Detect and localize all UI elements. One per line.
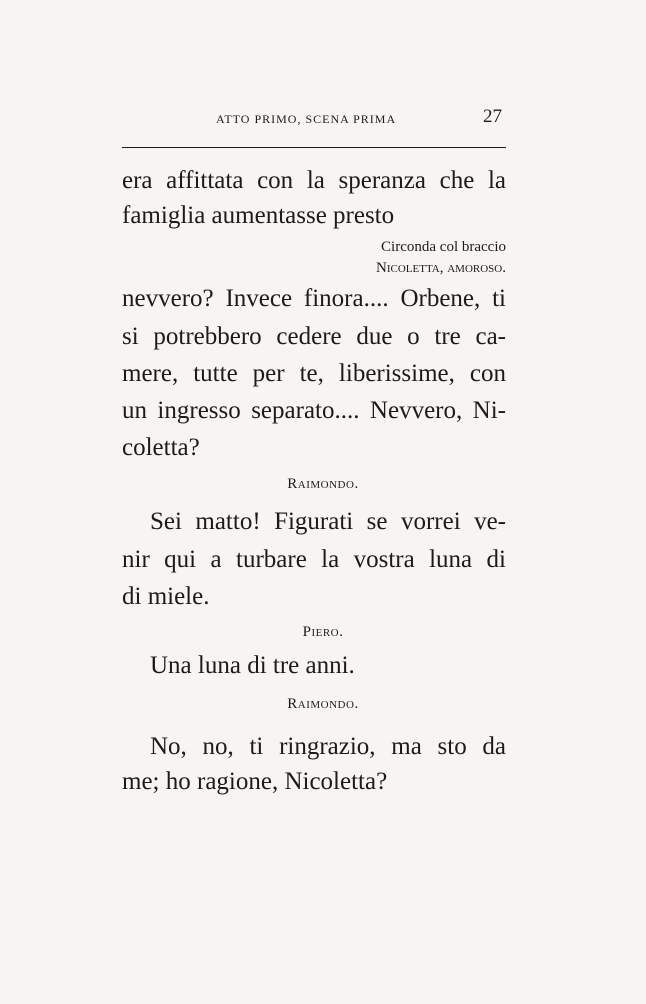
page-number: 27 — [483, 106, 502, 127]
text-line: era affittata con la speranza che la — [122, 167, 506, 194]
text-line: Sei matto! Figurati se vorrei ve- — [150, 508, 506, 535]
text-line: di miele. — [122, 583, 210, 610]
text-line: nir qui a turbare la vostra luna di — [122, 546, 506, 573]
text-line: No, no, ti ringrazio, ma sto da — [150, 733, 506, 760]
stage-direction-line-1: Circonda col braccio — [381, 239, 506, 255]
header-rule — [122, 147, 506, 148]
text-line: coletta? — [122, 434, 200, 461]
text-line: si potrebbero cedere due o tre ca- — [122, 323, 506, 350]
stage-direction-line-2: Nicoletta, amoroso. — [376, 260, 506, 276]
speaker-name: Piero. — [302, 624, 344, 640]
speaker-name: Raimondo. — [287, 476, 359, 492]
text-line: mere, tutte per te, liberissime, con — [122, 360, 506, 387]
text-line: Una luna di tre anni. — [150, 652, 355, 679]
text-line: famiglia aumentasse presto — [122, 202, 395, 229]
text-line: me; ho ragione, Nicoletta? — [122, 768, 388, 795]
text-line: un ingresso separato.... Nevvero, Ni- — [122, 397, 506, 424]
speaker-name: Raimondo. — [287, 696, 359, 712]
running-head — [122, 106, 506, 130]
text-line: nevvero? Invece finora.... Orbene, ti — [122, 285, 506, 312]
running-title: ATTO PRIMO, SCENA PRIMA — [216, 112, 397, 126]
